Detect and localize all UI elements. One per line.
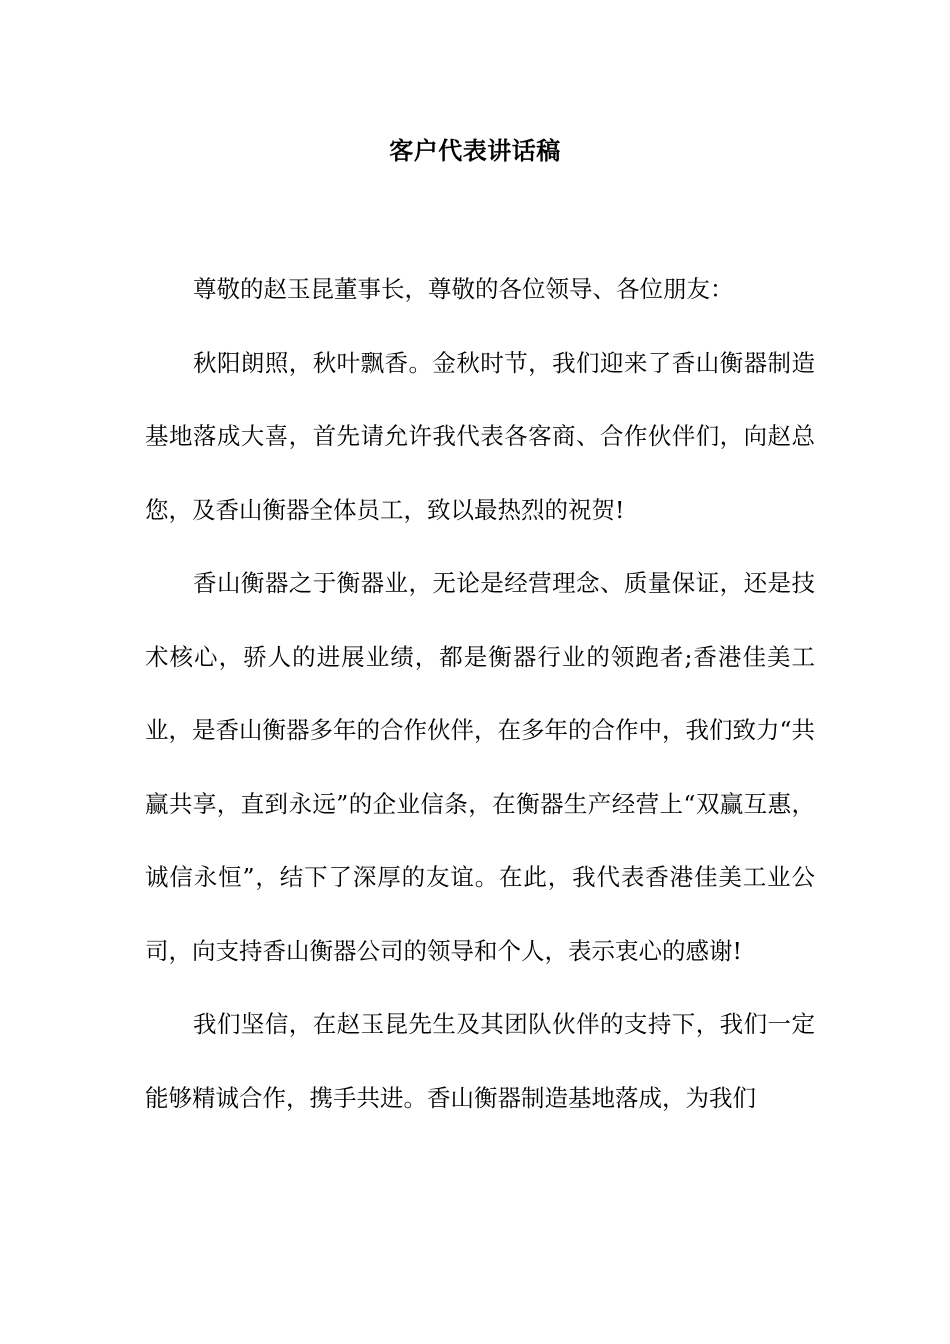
paragraph-2: 香山衡器之于衡器业，无论是经营理念、质量保证，还是技术核心，骄人的进展业绩，都是衡器行业的领跑者;香港佳美工业，是香山衡器多年的合作伙伴，在多年的合作中，我们致力“共赢共享，直到永远”的企业信条，在衡器生产经营上“双赢互惠，诚信永恒”，结下了深厚的友谊。在此，我代表香港佳美工业公司，向支持香山衡器公司的领导和个人，表示衷心的感谢!: [145, 569, 816, 965]
document-title: 客户代表讲话稿: [389, 137, 561, 165]
paragraph-3: 我们坚信，在赵玉昆先生及其团队伙伴的支持下，我们一定能够精诚合作，携手共进。香山衡器制造基地落成，为我们: [145, 1010, 815, 1112]
paragraph-1: 秋阳朗照，秋叶飘香。金秋时节，我们迎来了香山衡器制造基地落成大喜，首先请允许我代表各客商、合作伙伴们，向赵总您，及香山衡器全体员工，致以最热烈的祝贺!: [145, 348, 815, 524]
salutation: 尊敬的赵玉昆董事长，尊敬的各位领导、各位朋友：: [193, 275, 734, 303]
document-body: [145, 253, 815, 1135]
